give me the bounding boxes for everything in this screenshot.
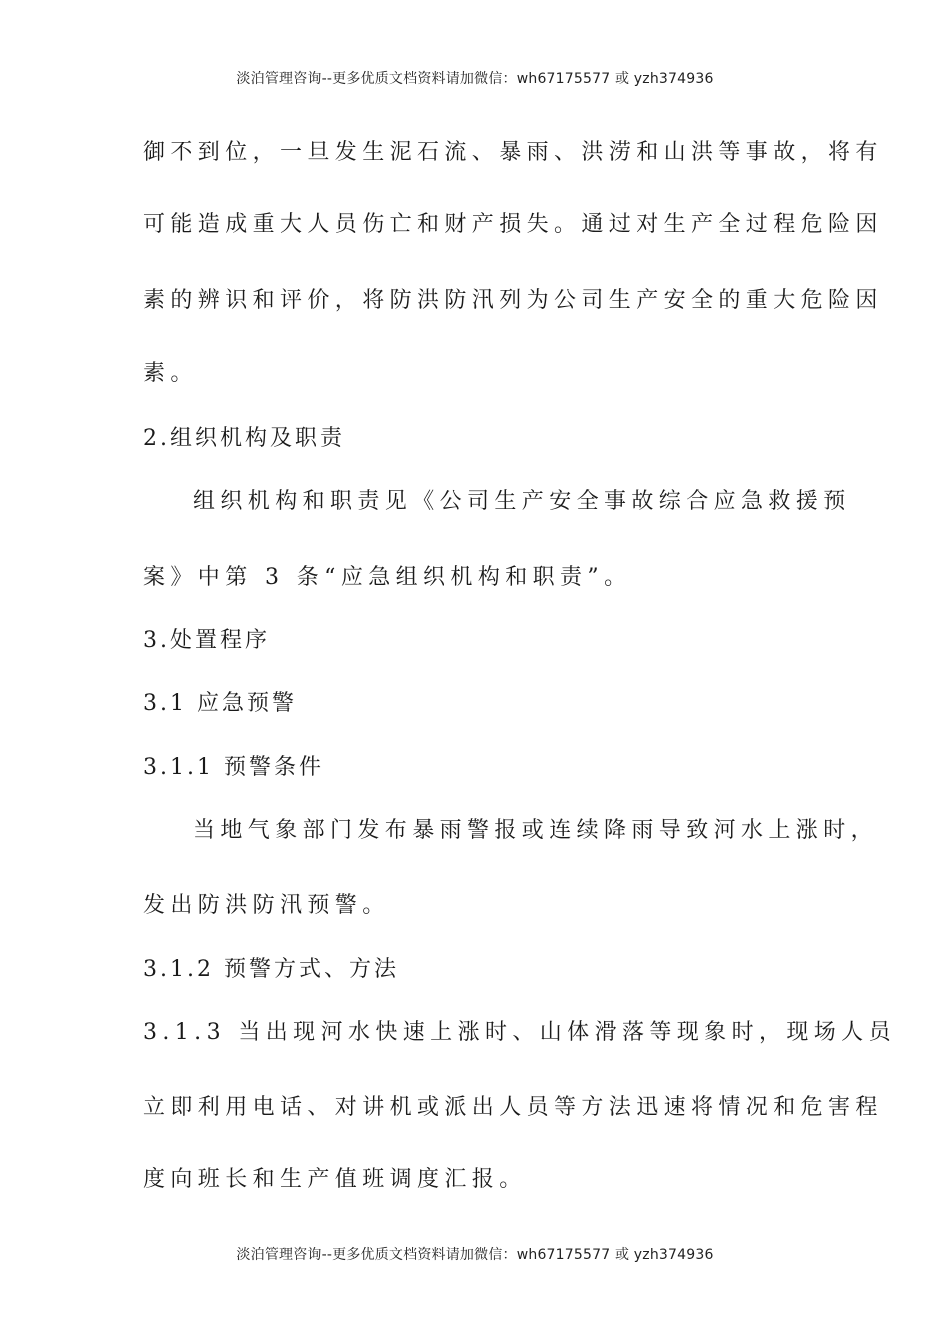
page-header: 淡泊管理咨询--更多优质文档资料请加微信：wh67175577 或 yzh374936	[236, 71, 714, 87]
section-heading-3-1-2: 3.1.2 预警方式、方法	[143, 957, 399, 982]
body-line: 组织机构和职责见《公司生产安全事故综合应急救援预	[193, 489, 851, 514]
section-heading-3-1: 3.1 应急预警	[143, 691, 297, 716]
page-footer: 淡泊管理咨询--更多优质文档资料请加微信：wh67175577 或 yzh374936	[236, 1247, 714, 1263]
body-line: 立即利用电话、对讲机或派出人员等方法迅速将情况和危害程	[143, 1095, 883, 1120]
section-heading-2: 2.组织机构及职责	[143, 426, 345, 451]
body-line: 素的辨识和评价，将防洪防汛列为公司生产安全的重大危险因	[143, 288, 883, 313]
body-line: 素。	[143, 361, 198, 386]
body-line: 当地气象部门发布暴雨警报或连续降雨导致河水上涨时，	[193, 818, 879, 843]
body-line: 度向班长和生产值班调度汇报。	[143, 1167, 527, 1192]
body-line: 可能造成重大人员伤亡和财产损失。通过对生产全过程危险因	[143, 212, 883, 237]
body-line: 御不到位，一旦发生泥石流、暴雨、洪涝和山洪等事故，将有	[143, 140, 883, 165]
body-line: 案》中第 3 条“应急组织机构和职责”。	[143, 565, 632, 590]
body-line: 发出防洪防汛预警。	[143, 893, 390, 918]
section-heading-3-1-1: 3.1.1 预警条件	[143, 755, 324, 780]
body-line: 3.1.3 当出现河水快速上涨时、山体滑落等现象时，现场人员	[143, 1020, 896, 1045]
section-heading-3: 3.处置程序	[143, 628, 270, 653]
